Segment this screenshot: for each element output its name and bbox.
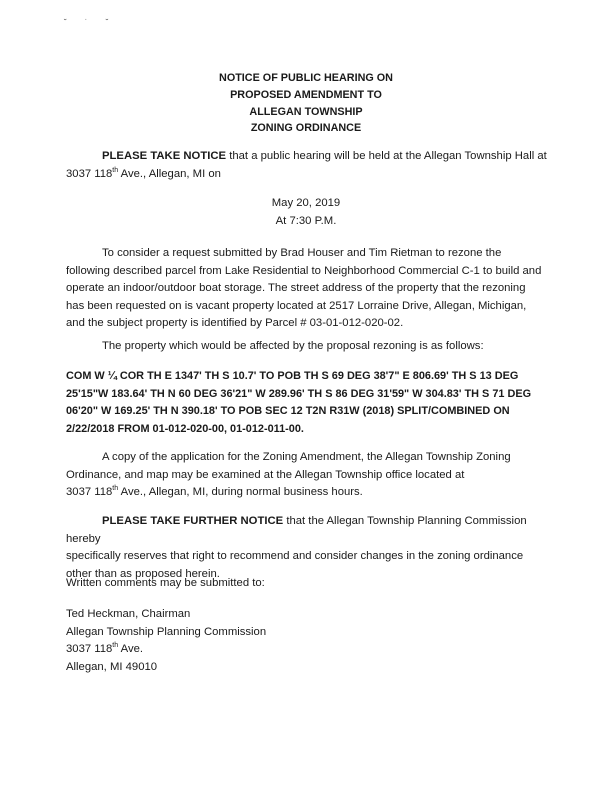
legal-line-3: 06'20" W 169.25' TH N 390.18' TO POB SEC 12 T2N R31W (2018) SPLIT/COMBINED ON: [66, 405, 510, 418]
request-line-3: operate an indoor/outdoor boat storage. The street address of the property that the rezoning: [66, 282, 526, 295]
notice-paragraph: [66, 148, 550, 183]
affected-text: The property which would be affected by the proposal rezoning is as follows:: [102, 340, 484, 352]
contact-city: Allegan, MI 49010: [66, 660, 158, 673]
further-line-3: other than as proposed herein.: [66, 567, 220, 580]
copy-line-2: Ordinance, and map may be examined at the Allegan Township office located at: [66, 468, 465, 481]
written-text: Written comments may be submitted to:: [66, 577, 265, 589]
notice-lead: PLEASE TAKE NOTICE: [102, 150, 227, 162]
scan-specks: ˘ ˙ ˘: [64, 18, 117, 27]
contact-address-suffix: th: [112, 642, 119, 650]
copy-address-suffix: th: [112, 485, 119, 493]
legal-line-1: COM W ¼ COR TH E 1347' TH S 10.7' TO POB TH S 69 DEG 38'7" E 806.69' TH S 13 DEG: [66, 370, 519, 382]
request-line-2: following described parcel from Lake Residential to Neighborhood Commercial C-1 to build and: [66, 264, 542, 277]
further-line-2: specifically reserves that right to recommend and consider changes in the zoning ordinance: [66, 550, 524, 563]
hearing-date: [0, 195, 612, 230]
heading-line-4: ZONING ORDINANCE: [250, 122, 362, 135]
request-line-4: has been requested on is vacant property located at 2517 Lorraine Drive, Allegan, Michigan,: [66, 299, 527, 312]
written-comments: [66, 575, 550, 593]
notice-text: that a public hearing will be held at the Allegan Township Hall at: [226, 150, 547, 162]
legal-line-4: 2/22/2018 FROM 01-012-020-00, 01-012-011-00.: [66, 422, 304, 435]
heading-line-2: PROPOSED AMENDMENT TO: [230, 88, 382, 101]
request-paragraph: [66, 245, 550, 333]
legal-line-2: 25'15"W 183.64' TH N 60 DEG 36'21" W 289.96' TH S 86 DEG 31'59" W 304.83' TH S 71 DEG: [66, 387, 532, 400]
copy-paragraph: [66, 449, 550, 502]
contact-name: Ted Heckman, Chairman: [66, 608, 191, 620]
copy-address-number: 3037 118: [66, 486, 113, 499]
contact-address-rest: Ave.: [118, 643, 144, 656]
request-line-1: To consider a request submitted by Brad Houser and Tim Rietman to rezone the: [102, 247, 502, 259]
contact-block: [66, 606, 550, 676]
copy-line-1: A copy of the application for the Zoning Amendment, the Allegan Township Zoning: [102, 451, 511, 463]
hearing-time: At 7:30 P.M.: [275, 214, 337, 227]
contact-address-number: 3037 118: [66, 643, 113, 656]
notice-address-suffix: th: [112, 166, 119, 174]
request-line-5: and the subject property is identified by Parcel # 03-01-012-020-02.: [66, 317, 404, 330]
notice-address-rest: Ave., Allegan, MI on: [118, 167, 221, 180]
further-line-1: that the Allegan Township Planning Commission hereby: [66, 515, 527, 545]
notice-address-number: 3037 118: [66, 167, 113, 180]
further-lead: PLEASE TAKE FURTHER NOTICE: [102, 515, 284, 527]
copy-address-rest: Ave., Allegan, MI, during normal business hours.: [118, 486, 363, 499]
heading-line-3: ALLEGAN TOWNSHIP: [249, 105, 363, 118]
legal-description: [66, 368, 556, 438]
further-notice-paragraph: [66, 513, 550, 583]
contact-org: Allegan Township Planning Commission: [66, 625, 267, 638]
hearing-day: May 20, 2019: [271, 197, 341, 209]
notice-heading: [0, 70, 612, 137]
heading-line-1: NOTICE OF PUBLIC HEARING ON: [219, 72, 393, 84]
affected-paragraph: [66, 338, 550, 356]
